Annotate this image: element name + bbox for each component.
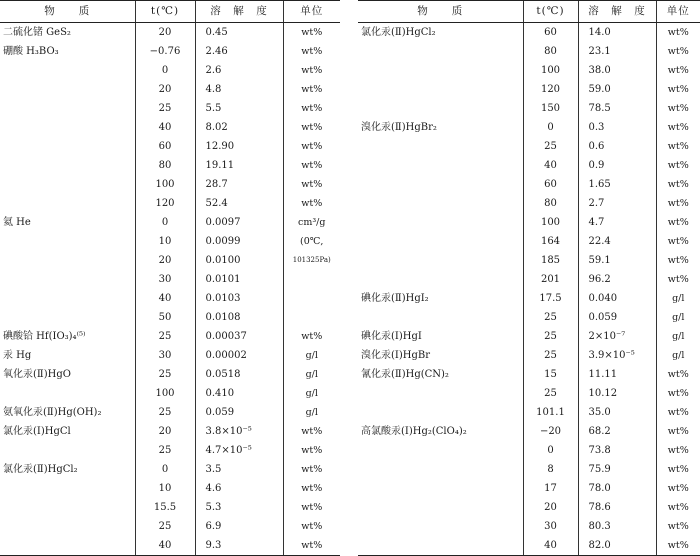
solubility-cell: 11.11: [578, 365, 656, 384]
table-row: [358, 479, 700, 498]
substance-cell: 氯化汞(Ⅱ)HgCl₂: [3, 464, 78, 475]
solubility-cell: 38.0: [578, 61, 656, 80]
temperature-cell: 20: [135, 23, 195, 43]
substance-cell: [358, 175, 523, 194]
substance-cell: 汞 Hg: [3, 350, 32, 361]
substance-cell: [358, 137, 523, 156]
unit-cell: wt%: [656, 251, 700, 270]
temperature-cell: 100: [523, 213, 578, 232]
substance-cell: [358, 213, 523, 232]
temperature-cell: 25: [523, 346, 578, 365]
table-row: [0, 498, 340, 517]
header-substance: 物 质: [358, 1, 523, 23]
solubility-cell: 0.00037: [195, 327, 283, 346]
unit-cell: wt%: [656, 42, 700, 61]
solubility-cell: 0.0100: [195, 251, 283, 270]
substance-cell: [0, 61, 135, 80]
temperature-cell: 0: [523, 441, 578, 460]
substance-cell: [358, 498, 523, 517]
substance-cell: [0, 384, 135, 403]
unit-cell: wt%: [656, 460, 700, 479]
unit-cell: wt%: [283, 441, 340, 460]
table-row: [0, 403, 340, 422]
table-row: [0, 232, 340, 251]
table-row: [358, 403, 700, 422]
table-row: [358, 99, 700, 118]
table-row: [358, 232, 700, 251]
unit-cell: wt%: [283, 61, 340, 80]
solubility-cell: 0.45: [195, 23, 283, 43]
substance-cell: 氦 He: [3, 217, 31, 228]
table-row: [0, 422, 340, 441]
unit-cell: wt%: [656, 384, 700, 403]
substance-cell: [0, 156, 135, 175]
substance-cell: 溴化汞(Ⅱ)HgBr₂: [361, 122, 437, 133]
solubility-cell: 75.9: [578, 460, 656, 479]
table-row: [358, 308, 700, 327]
left-header-row: [0, 1, 340, 23]
table-row: [358, 517, 700, 536]
unit-cell: g/l: [656, 327, 700, 346]
substance-cell: [0, 289, 135, 308]
temperature-cell: 80: [135, 156, 195, 175]
unit-cell: wt%: [283, 156, 340, 175]
substance-cell: [358, 384, 523, 403]
table-row: [358, 42, 700, 61]
unit-cell: wt%: [283, 23, 340, 43]
substance-cell: [358, 251, 523, 270]
table-row: [0, 308, 340, 327]
solubility-cell: 5.3: [195, 498, 283, 517]
table-row: [0, 460, 340, 479]
solubility-cell: 0.0101: [195, 270, 283, 289]
temperature-cell: −20: [523, 422, 578, 441]
solubility-cell: 23.1: [578, 42, 656, 61]
table-row: [0, 118, 340, 137]
temperature-cell: 50: [135, 308, 195, 327]
table-row: [0, 270, 340, 289]
substance-cell: [358, 270, 523, 289]
table-row: [358, 270, 700, 289]
unit-cell: wt%: [656, 498, 700, 517]
unit-cell: wt%: [656, 270, 700, 289]
table-row: [358, 365, 700, 384]
temperature-cell: 25: [135, 99, 195, 118]
substance-cell: [358, 536, 523, 556]
solubility-cell: 68.2: [578, 422, 656, 441]
unit-cell: wt%: [656, 422, 700, 441]
temperature-cell: 10: [135, 479, 195, 498]
unit-cell: wt%: [283, 80, 340, 99]
unit-cell: wt%: [656, 365, 700, 384]
right-header-row: [358, 1, 700, 23]
substance-cell: [0, 232, 135, 251]
substance-cell: [0, 251, 135, 270]
unit-cell: wt%: [283, 479, 340, 498]
temperature-cell: 0: [135, 213, 195, 232]
substance-cell: 碘化汞(Ⅱ)HgI₂: [361, 293, 429, 304]
temperature-cell: 25: [135, 403, 195, 422]
unit-cell: cm³/g: [283, 213, 340, 232]
temperature-cell: 60: [523, 175, 578, 194]
solubility-cell: 1.65: [578, 175, 656, 194]
table-row: [358, 118, 700, 137]
solubility-cell: 78.6: [578, 498, 656, 517]
unit-cell: wt%: [656, 232, 700, 251]
table-row: [0, 441, 340, 460]
temperature-cell: 164: [523, 232, 578, 251]
table-row: [0, 156, 340, 175]
substance-cell: [0, 118, 135, 137]
unit-cell: wt%: [656, 99, 700, 118]
left-solubility-table: [0, 0, 340, 556]
table-row: [358, 384, 700, 403]
solubility-cell: 10.12: [578, 384, 656, 403]
table-row: [0, 61, 340, 80]
table-row: [358, 346, 700, 365]
temperature-cell: 120: [135, 194, 195, 213]
table-row: [358, 289, 700, 308]
temperature-cell: 20: [135, 251, 195, 270]
solubility-cell: 3.9×10⁻⁵: [578, 346, 656, 365]
substance-cell: [358, 441, 523, 460]
solubility-cell: 0.3: [578, 118, 656, 137]
substance-cell: [358, 308, 523, 327]
solubility-cell: 80.3: [578, 517, 656, 536]
substance-cell: [358, 517, 523, 536]
substance-cell: [0, 270, 135, 289]
unit-cell: wt%: [283, 42, 340, 61]
temperature-cell: 80: [523, 42, 578, 61]
unit-cell: wt%: [656, 479, 700, 498]
substance-cell: [358, 460, 523, 479]
temperature-cell: 30: [523, 517, 578, 536]
substance-cell: [0, 99, 135, 118]
solubility-cell: 14.0: [578, 23, 656, 43]
table-row: [0, 213, 340, 232]
table-row: [0, 365, 340, 384]
table-row: [358, 23, 700, 43]
temperature-cell: 80: [523, 194, 578, 213]
unit-cell: [283, 270, 340, 289]
unit-cell: g/l: [656, 346, 700, 365]
substance-cell: [358, 194, 523, 213]
table-row: [358, 137, 700, 156]
temperature-cell: 20: [135, 422, 195, 441]
temperature-cell: 15: [523, 365, 578, 384]
substance-cell: [0, 80, 135, 99]
solubility-cell: 35.0: [578, 403, 656, 422]
temperature-cell: 40: [523, 536, 578, 556]
table-row: [0, 23, 340, 43]
unit-cell: wt%: [656, 61, 700, 80]
solubility-cell: 9.3: [195, 536, 283, 556]
substance-cell: [358, 232, 523, 251]
header-solubility: 溶 解 度: [578, 1, 656, 23]
solubility-cell: 3.5: [195, 460, 283, 479]
temperature-cell: 101.1: [523, 403, 578, 422]
temperature-cell: 185: [523, 251, 578, 270]
solubility-cell: 4.6: [195, 479, 283, 498]
solubility-cell: 73.8: [578, 441, 656, 460]
unit-cell: wt%: [283, 517, 340, 536]
substance-cell: 碘酸铪 Hf(IO₃)₄⁽⁵⁾: [3, 331, 86, 342]
temperature-cell: 100: [135, 384, 195, 403]
solubility-cell: 8.02: [195, 118, 283, 137]
table-row: [0, 175, 340, 194]
unit-cell: wt%: [656, 23, 700, 43]
table-row: [0, 80, 340, 99]
table-row: [0, 479, 340, 498]
solubility-cell: 0.0099: [195, 232, 283, 251]
temperature-cell: 40: [135, 536, 195, 556]
unit-cell: wt%: [656, 403, 700, 422]
solubility-cell: 0.9: [578, 156, 656, 175]
table-row: [358, 327, 700, 346]
temperature-cell: 20: [135, 80, 195, 99]
solubility-cell: 59.1: [578, 251, 656, 270]
solubility-cell: 19.11: [195, 156, 283, 175]
temperature-cell: 17: [523, 479, 578, 498]
table-row: [0, 137, 340, 156]
unit-cell: wt%: [283, 536, 340, 556]
substance-cell: 高氯酸汞(Ⅰ)Hg₂(ClO₄)₂: [361, 426, 467, 437]
unit-cell: wt%: [283, 194, 340, 213]
temperature-cell: 40: [135, 118, 195, 137]
unit-cell: g/l: [283, 365, 340, 384]
solubility-cell: 0.040: [578, 289, 656, 308]
unit-cell: wt%: [656, 536, 700, 556]
unit-cell: wt%: [656, 517, 700, 536]
unit-cell: 101325Pa): [283, 251, 340, 270]
substance-cell: 氰化汞(Ⅱ)Hg(CN)₂: [361, 369, 449, 380]
solubility-cell: 78.5: [578, 99, 656, 118]
substance-cell: 氨氧化汞(Ⅱ)Hg(OH)₂: [3, 407, 102, 418]
temperature-cell: 40: [135, 289, 195, 308]
substance-cell: 溴化汞(Ⅰ)HgBr: [361, 350, 431, 361]
solubility-cell: 0.059: [578, 308, 656, 327]
table-row: [358, 175, 700, 194]
temperature-cell: 15.5: [135, 498, 195, 517]
table-row: [358, 156, 700, 175]
solubility-cell: 2.6: [195, 61, 283, 80]
solubility-cell: 0.0518: [195, 365, 283, 384]
solubility-cell: 4.7: [578, 213, 656, 232]
temperature-cell: 20: [523, 498, 578, 517]
substance-cell: [0, 479, 135, 498]
temperature-cell: 120: [523, 80, 578, 99]
substance-cell: 碘化汞(Ⅰ)HgI: [361, 331, 422, 342]
solubility-cell: 2.7: [578, 194, 656, 213]
solubility-cell: 5.5: [195, 99, 283, 118]
solubility-cell: 22.4: [578, 232, 656, 251]
substance-cell: 氯化汞(Ⅱ)HgCl₂: [361, 27, 436, 38]
temperature-cell: 40: [523, 156, 578, 175]
solubility-cell: 28.7: [195, 175, 283, 194]
unit-cell: wt%: [283, 422, 340, 441]
table-row: [358, 536, 700, 556]
unit-cell: wt%: [283, 118, 340, 137]
unit-cell: wt%: [656, 213, 700, 232]
unit-cell: [283, 289, 340, 308]
header-temperature: t(℃): [135, 1, 195, 23]
substance-cell: 氧化汞(Ⅱ)HgO: [3, 369, 71, 380]
solubility-cell: 4.7×10⁻⁵: [195, 441, 283, 460]
solubility-cell: 0.0103: [195, 289, 283, 308]
table-row: [358, 460, 700, 479]
temperature-cell: 17.5: [523, 289, 578, 308]
solubility-cell: 4.8: [195, 80, 283, 99]
unit-cell: wt%: [656, 137, 700, 156]
temperature-cell: 0: [523, 118, 578, 137]
temperature-cell: 25: [523, 137, 578, 156]
substance-cell: [0, 137, 135, 156]
unit-cell: wt%: [656, 118, 700, 137]
table-row: [0, 346, 340, 365]
solubility-cell: 0.00002: [195, 346, 283, 365]
temperature-cell: 25: [135, 517, 195, 536]
unit-cell: wt%: [656, 80, 700, 99]
header-solubility: 溶 解 度: [195, 1, 283, 23]
solubility-cell: 0.059: [195, 403, 283, 422]
unit-cell: wt%: [283, 327, 340, 346]
solubility-cell: 0.410: [195, 384, 283, 403]
temperature-cell: 30: [135, 270, 195, 289]
table-row: [0, 251, 340, 270]
temperature-cell: 100: [523, 61, 578, 80]
substance-cell: [358, 156, 523, 175]
table-row: [0, 42, 340, 61]
solubility-cell: 2.46: [195, 42, 283, 61]
substance-cell: 二硫化锗 GeS₂: [3, 27, 71, 38]
unit-cell: g/l: [283, 346, 340, 365]
substance-cell: [0, 194, 135, 213]
unit-cell: g/l: [283, 403, 340, 422]
unit-cell: wt%: [283, 498, 340, 517]
unit-cell: (0℃,: [283, 232, 340, 251]
substance-cell: [0, 498, 135, 517]
table-row: [358, 194, 700, 213]
right-solubility-table: [358, 0, 700, 556]
temperature-cell: 25: [135, 441, 195, 460]
solubility-cell: 82.0: [578, 536, 656, 556]
table-row: [0, 327, 340, 346]
header-temperature: t(℃): [523, 1, 578, 23]
temperature-cell: 25: [523, 384, 578, 403]
unit-cell: wt%: [656, 441, 700, 460]
temperature-cell: −0.76: [135, 42, 195, 61]
table-row: [0, 517, 340, 536]
temperature-cell: 201: [523, 270, 578, 289]
temperature-cell: 60: [523, 23, 578, 43]
unit-cell: wt%: [283, 175, 340, 194]
solubility-cell: 0.0108: [195, 308, 283, 327]
substance-cell: [0, 536, 135, 556]
temperature-cell: 0: [135, 61, 195, 80]
temperature-cell: 30: [135, 346, 195, 365]
solubility-cell: 0.0097: [195, 213, 283, 232]
unit-cell: g/l: [656, 308, 700, 327]
substance-cell: [358, 61, 523, 80]
solubility-cell: 0.6: [578, 137, 656, 156]
substance-cell: [358, 80, 523, 99]
solubility-cell: 59.0: [578, 80, 656, 99]
temperature-cell: 25: [523, 327, 578, 346]
temperature-cell: 25: [523, 308, 578, 327]
temperature-cell: 60: [135, 137, 195, 156]
table-row: [0, 99, 340, 118]
solubility-cell: 3.8×10⁻⁵: [195, 422, 283, 441]
temperature-cell: 25: [135, 365, 195, 384]
temperature-cell: 150: [523, 99, 578, 118]
unit-cell: wt%: [283, 99, 340, 118]
header-unit: 单位: [283, 1, 340, 23]
substance-cell: [358, 403, 523, 422]
temperature-cell: 0: [135, 460, 195, 479]
table-row: [358, 61, 700, 80]
substance-cell: [0, 517, 135, 536]
table-row: [0, 289, 340, 308]
solubility-cell: 96.2: [578, 270, 656, 289]
header-substance: 物 质: [0, 1, 135, 23]
substance-cell: 硼酸 H₃BO₃: [3, 46, 59, 57]
unit-cell: g/l: [283, 384, 340, 403]
unit-cell: wt%: [283, 137, 340, 156]
substance-cell: [0, 175, 135, 194]
temperature-cell: 10: [135, 232, 195, 251]
substance-cell: [0, 441, 135, 460]
table-row: [358, 251, 700, 270]
unit-cell: g/l: [656, 289, 700, 308]
table-row: [358, 80, 700, 99]
substance-cell: [358, 42, 523, 61]
substance-cell: [358, 479, 523, 498]
solubility-cell: 52.4: [195, 194, 283, 213]
table-row: [0, 194, 340, 213]
temperature-cell: 8: [523, 460, 578, 479]
solubility-cell: 12.90: [195, 137, 283, 156]
table-row: [0, 536, 340, 556]
table-row: [358, 213, 700, 232]
table-row: [358, 422, 700, 441]
solubility-cell: 2×10⁻⁷: [578, 327, 656, 346]
temperature-cell: 25: [135, 327, 195, 346]
table-row: [358, 498, 700, 517]
table-row: [0, 384, 340, 403]
unit-cell: wt%: [656, 156, 700, 175]
unit-cell: [283, 308, 340, 327]
solubility-cell: 78.0: [578, 479, 656, 498]
unit-cell: wt%: [656, 175, 700, 194]
substance-cell: [358, 99, 523, 118]
unit-cell: wt%: [656, 194, 700, 213]
unit-cell: wt%: [283, 460, 340, 479]
table-row: [358, 441, 700, 460]
header-unit: 单位: [656, 1, 700, 23]
substance-cell: 氯化汞(Ⅰ)HgCl: [3, 426, 71, 437]
solubility-cell: 6.9: [195, 517, 283, 536]
substance-cell: [0, 308, 135, 327]
temperature-cell: 100: [135, 175, 195, 194]
